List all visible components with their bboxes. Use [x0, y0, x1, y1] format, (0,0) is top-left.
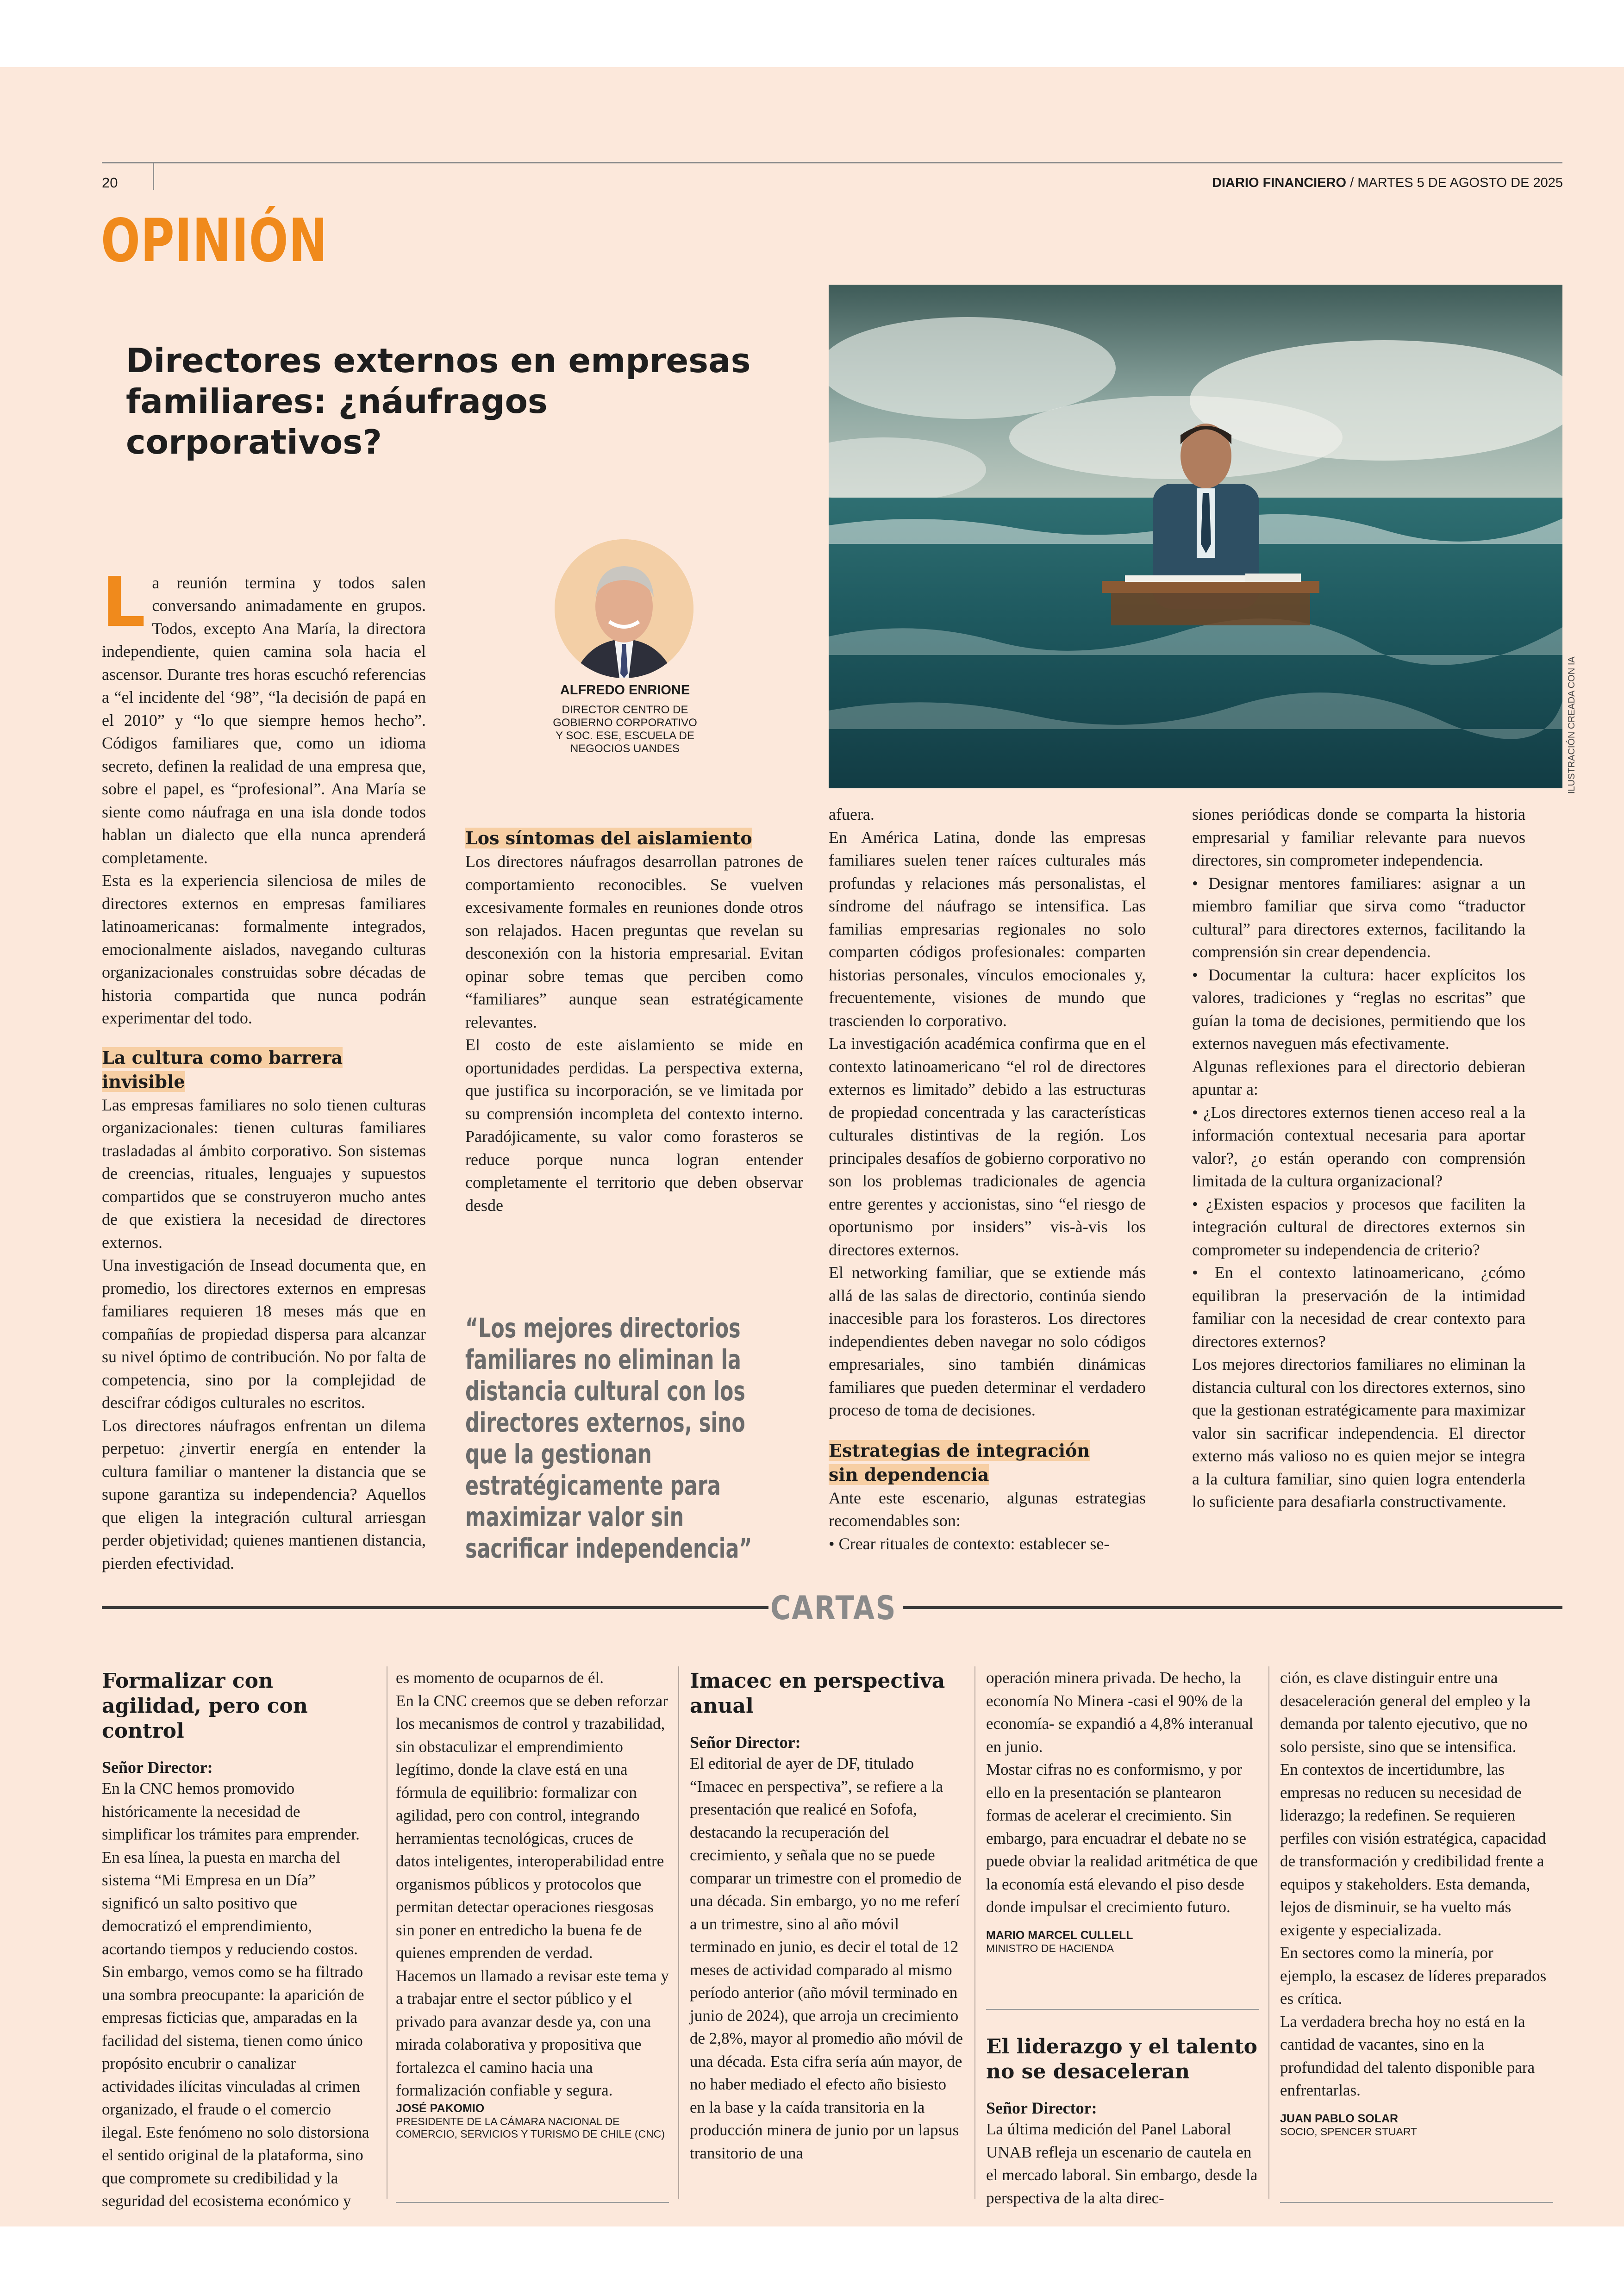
publication-name: DIARIO FINANCIERO [1212, 175, 1347, 190]
intro-text: a reunión termina y todos salen conversando animadamente en grupos. Todos, excepto Ana María, la directora independiente, quien camina sola hacia el ascensor. Durante tres horas escuchó referencias a “el incidente del ‘98”, “la decisión de papá en el 2010” y “lo que siempre hemos hecho”. Códigos familiares que, como un idioma secreto, definen la realidad de una empresa que, sobre el papel, es “profesional”. Ana María se siente como náufraga en una isla donde todos hablan un dialecto que ella nunca aprenderá completamente. Esta es la experiencia silenciosa de miles de directores externos en empresas familiares latinoamericanas: formalmente integrados, emocionalmente aislados, navegando culturas organizacionales construidas sobre décadas de historia compartida que nunca podrán experimentar del todo. [102, 573, 426, 1027]
letters-column-rule [974, 1666, 975, 2199]
article-body-col3-tail: Ante este escenario, algunas estrategias recomendables son: • Crear rituales de contexto: establecer se- [829, 1488, 1146, 1553]
issue-date: / MARTES 5 DE AGOSTO DE 2025 [1350, 175, 1563, 190]
page-number: 20 [102, 175, 118, 191]
letter-salutation: Señor Director: [690, 1733, 801, 1752]
newspaper-page [0, 67, 1624, 2226]
letter-body: operación minera privada. De hecho, la economía No Minera -casi el 90% de la economía- se expandió a 4,8% interanual en junio. Mostar cifras no es conformismo, y por ello en la presentación se plantearon formas de acelerar el crecimiento. Sin embargo, para encuadrar el debate no se puede obviar la realidad aritmética de que la economía está elevando el piso desde donde impulsar el crecimiento futuro. [986, 1669, 1258, 1916]
letter-signature-role: MINISTRO DE HACIENDA [986, 1942, 1114, 1954]
section-title: OPINIÓN [101, 206, 328, 275]
letter-2-continued [986, 1666, 1259, 1955]
letter-signature-role: SOCIO, SPENCER STUART [1280, 2125, 1418, 2138]
page-number-divider [153, 162, 154, 190]
article-headline: Directores externos en empresas familiares: ¿náufragos corporativos? [126, 341, 751, 461]
article-intro [102, 549, 426, 1030]
letter-signature: MARIO MARCEL CULLELL [986, 1928, 1133, 1942]
author-role: DIRECTOR CENTRO DE GOBIERNO CORPORATIVO Y SOC. ESE, ESCUELA DE NEGOCIOS UANDES [553, 704, 697, 755]
cartas-rule-left [102, 1606, 768, 1609]
letter-title: El liderazgo y el talento no se desaceleran [986, 2035, 1257, 2083]
subheading-sintomas [465, 826, 803, 850]
article-illustration [829, 285, 1562, 788]
letter-1 [102, 1669, 370, 2213]
letter-title: Formalizar con agilidad, pero con control [102, 1669, 308, 1743]
letter-1-continued [396, 1666, 669, 2140]
letter-signature: JUAN PABLO SOLAR [1280, 2112, 1399, 2125]
header-rule [102, 162, 1562, 163]
drop-cap: L [102, 562, 146, 642]
article-column-2 [465, 826, 803, 1217]
author-name: ALFREDO ENRIONE [560, 683, 690, 698]
image-credit: ILUSTRACIÓN CREADA CON IA [1567, 656, 1577, 794]
letter-signature: JOSÉ PAKOMIO [396, 2102, 485, 2115]
pull-quote: “Los mejores directorios familiares no eliminan la distancia cultural con los directores externos, sino que la gestionan estratégicamente para maximizar valor sin sacrificar independencia” [465, 1312, 752, 1564]
letter-body: es momento de ocuparnos de él. En la CNC creemos que se deben reforzar los mecanismos de control y trazabilidad, sin obstaculizar el emprendimiento legítimo, donde la clave está en una fórmula de equilibrio: formalizar con agilidad, pero con control, integrando herramientas tecnológicas, cruces de datos inteligentes, interoperabilidad entre organismos públicos y protocolos que permitan detectar operaciones riesgosas sin poner en entredicho la buena fe de quienes emprenden de verdad. Hacemos un llamado a revisar este tema y a trabajar entre el sector público y el privado para avanzar desde ya, con una mirada colaborativa y propositiva que fortalezca el camino hacia una formalización confiable y segura. [396, 1669, 669, 2099]
article-body-col3: afuera. En América Latina, donde las empresas familiares suelen tener raíces culturales más profundas y relaciones más personalistas, el síndrome del náufrago se intensifica. Las familias empresarias regionales no solo comparten códigos profesionales: comparten historias personales, vínculos emocionales y, frecuentemente, visiones de mundo que trascienden lo corporativo. La investigación académica confirma que en el contexto latinoamericano “el rol de directores externos es limitado” debido a las estructuras de propiedad concentrada y las características culturales distintivas de la región. Los principales desafíos de gobierno corporativo no son los problemas tradicionales de agencia entre gerentes y accionistas, sino “el riesgo de oportunismo por insiders” vis-à-vis los directores externos. El networking familiar, que se extiende más allá de las salas de directorio, continúa siendo inaccesible para los forasteros. Los directores independientes deben navegar no solo códigos empresariales, sino también dinámicas familiares que pueden determinar el verdadero proceso de toma de decisiones. [829, 805, 1146, 1419]
letter-salutation: Señor Director: [986, 2099, 1097, 2117]
letter-body: El editorial de ayer de DF, titulado “Imacec en perspectiva”, se refiere a la presentación que realicé en Sofofa, destacando la recuperación del crecimiento, y señala que no se puede comparar un trimestre con el promedio de una década. Sin embargo, yo no me referí a un trimestre, sino al año móvil terminado en junio, es decir el total de 12 meses de actividad comparado al mismo período anterior (año móvil terminado en junio de 2024), que arroja un crecimiento de 2,8%, mayor al promedio año móvil de una década. Esta cifra sería aún mayor, de no haber mediado el efecto año bisiesto en la base y la caída transitoria en la producción minera de junio por un lapsus transitorio de una [690, 1754, 963, 2162]
author-portrait [555, 539, 693, 678]
masthead [1007, 175, 1563, 191]
letter-signature-role: PRESIDENTE DE LA CÁMARA NACIONAL DE COMERCIO, SERVICIOS Y TURISMO DE CHILE (CNC) [396, 2115, 665, 2140]
letter-body: La última medición del Panel Laboral UNAB refleja un escenario de cautela en el mercado laboral. Sin embargo, desde la perspectiva de la alta direc- [986, 2120, 1258, 2207]
cartas-rule-right [903, 1606, 1562, 1609]
letter-title: Imacec en perspectiva anual [690, 1669, 945, 1718]
subheading-cultura [102, 1046, 426, 1094]
subheading-estrategias [829, 1439, 1106, 1487]
letter-body: En la CNC hemos promovido históricamente la necesidad de simplificar los trámites para emprender. En esa línea, la puesta en marcha del sistema “Mi Empresa en un Día” significó un salto positivo que democratizó el emprendimiento, acortando tiempos y reduciendo costos. Sin embargo, vemos como se ha filtrado una sombra preocupante: la aparición de empresas ficticias que, amparadas en la facilidad del sistema, tienen como único propósito encubrir o canalizar actividades ilícitas vinculadas al crimen organizado, el fraude o el comercio ilegal. Este fenómeno no solo distorsiona el sentido original de la plataforma, sino que compromete su credibilidad y la seguridad del ecosistema económico y [102, 1779, 369, 2210]
article-column-3 [829, 803, 1146, 1555]
subheading-sintomas-text: Los síntomas del aislamiento [465, 828, 752, 848]
letter-body: ción, es clave distinguir entre una desaceleración general del empleo y la demanda por talento ejecutivo, que no solo persiste, sino que se intensifica. En contextos de incertidumbre, las empresas no reducen su necesidad de liderazgo; la redefinen. Se requieren perfiles con visión estratégica, capacidad de transformación y credibilidad frente a equipos y stakeholders. Esta demanda, lejos de disminuir, se ha vuelto más exigente y especializada. En sectores como la minería, por ejemplo, la escasez de líderes preparados es crítica. La verdadera brecha hoy no está en la cantidad de vacantes, sino en la profundidad del talento disponible para enfrentarlas. [1280, 1669, 1547, 2099]
letter-salutation: Señor Director: [102, 1758, 213, 1777]
letters-column-rule [1268, 1666, 1269, 2199]
cartas-title: CARTAS [770, 1589, 897, 1627]
article-body-col4: siones periódicas donde se comparta la historia empresarial y familiar relevante para nuevos directores, sin comprometer independencia. • Designar mentores familiares: asignar a un miembro familiar que sirva como “traductor cultural” para directores externos, facilitando la comprensión sin crear dependencia. • Documentar la cultura: hacer explícitos los valores, tradiciones y “reglas no escritas” que guían la toma de decisiones, permitiendo que los externos naveguen más efectivamente. Algunas reflexiones para el directorio debieran apuntar a: • ¿Los directores externos tienen acceso real a la información contextual necesaria para aportar valor?, ¿o están operando con comprensión limitada de la cultura organizacional? • ¿Existen espacios y procesos que faciliten la integración cultural de directores externos sin comprometer su independencia de criterio? • En el contexto latinoamericano, ¿cómo equilibran la preservación de la intimidad familiar con la necesidad de crear contexto para directores externos? Los mejores directorios familiares no eliminan la distancia cultural con los directores externos, sino que la gestionan estratégicamente para maximizar valor sin sacrificar independencia. El director externo más valioso no es quien mejor se integra a la cultura familiar, sino quien logra entenderla lo suficiente para desafiarla constructivamente. [1192, 805, 1525, 1511]
letter-3-continued [1280, 1666, 1553, 2138]
article-body-col1: Las empresas familiares no solo tienen culturas organizacionales: tienen culturas familiares trasladadas al ámbito corporativo. Son sistemas de creencias, rituales, lenguajes y supuestos compartidos que se construyeron mucho antes de que existiera la necesidad de directores externos. Una investigación de Insead documenta que, en promedio, los directores externos en empresas familiares requieren 18 meses más que en compañías de propiedad dispersa para alcanzar su nivel óptimo de contribución. No por falta de competencia, sino por la complejidad de descifrar códigos culturales no escritos. Los directores náufragos enfrentan un dilema perpetuo: ¿invertir energía en entender la cultura familiar o mantener la distancia que se supone garantiza su independencia? Aquellos que eligen la integración cultural arriesgan perder objetividad; quienes mantienen distancia, pierden efectividad. [102, 1095, 426, 1572]
letters-column-rule [678, 1666, 679, 2199]
letter-2 [690, 1669, 963, 2164]
letter-end-rule [986, 2009, 1259, 2010]
letter-end-rule [396, 2202, 669, 2203]
letter-end-rule [1280, 2202, 1553, 2203]
article-column-4 [1192, 803, 1525, 1514]
subheading-estrategias-text: Estrategias de integración sin dependencia [829, 1440, 1090, 1485]
article-column-1 [102, 549, 426, 1575]
letter-3 [986, 2034, 1259, 2209]
subheading-cultura-text: La cultura como barrera invisible [102, 1047, 343, 1092]
article-body-col2: Los directores náufragos desarrollan patrones de comportamiento reconocibles. Se vuelven excesivamente formales en reuniones donde otros son relajados. Hacen preguntas que revelan su desconexión con la historia empresarial. Evitan opinar sobre temas que perciben como “familiares” aunque sean estratégicamente relevantes. El costo de este aislamiento se mide en oportunidades perdidas. La perspectiva externa, que justifica su incorporación, se ve limitada por su comprensión incompleta del contexto interno. Paradójicamente, su valor como forasteros se reduce porque nunca logran entender completamente el territorio que deben observar desde [465, 852, 803, 1215]
